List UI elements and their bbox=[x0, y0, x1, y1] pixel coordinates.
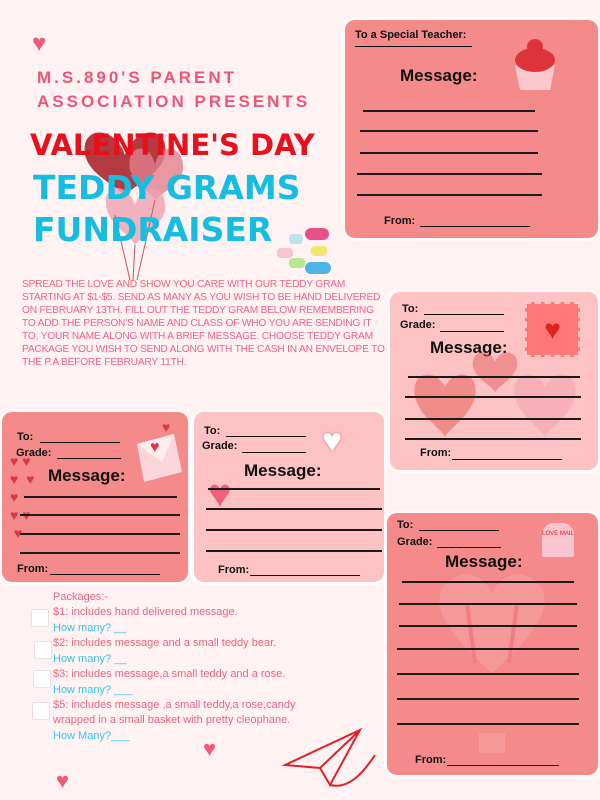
grade-field[interactable] bbox=[437, 547, 501, 548]
package-4-how-many[interactable]: How Many?___ bbox=[53, 730, 130, 742]
teddy-gram-card bbox=[2, 412, 188, 582]
from-field[interactable] bbox=[452, 459, 562, 460]
package-4-desc-2: wrapped in a small basket with pretty cleophane. bbox=[53, 714, 291, 726]
to-field[interactable] bbox=[40, 442, 120, 443]
hanging-hearts-icon: ♥ ♥ ♥ ♥ ♥ ♥ ♥ ♥ bbox=[10, 453, 35, 541]
to-field[interactable] bbox=[424, 314, 504, 315]
message-line[interactable] bbox=[397, 698, 579, 700]
message-line[interactable] bbox=[397, 673, 579, 675]
message-line[interactable] bbox=[206, 529, 382, 531]
envelope-icon bbox=[132, 412, 187, 482]
from-label: From: bbox=[384, 215, 416, 227]
message-label: Message: bbox=[445, 552, 523, 571]
message-line[interactable] bbox=[360, 152, 538, 154]
grade-field[interactable] bbox=[57, 458, 121, 459]
message-label: Message: bbox=[430, 338, 508, 357]
from-label: From: bbox=[218, 564, 250, 576]
grade-field[interactable] bbox=[440, 331, 504, 332]
to-field[interactable] bbox=[226, 436, 306, 437]
message-line[interactable] bbox=[360, 130, 538, 132]
message-line[interactable] bbox=[405, 418, 581, 420]
candy-icon bbox=[275, 222, 340, 277]
to-teacher-label: To a Special Teacher: bbox=[355, 29, 467, 41]
grade-label: Grade: bbox=[202, 440, 238, 452]
header-line-2: ASSOCIATION PRESENTS bbox=[37, 92, 311, 111]
message-line[interactable] bbox=[20, 533, 180, 535]
from-label: From: bbox=[420, 447, 452, 459]
heart-icon: ♥ bbox=[56, 768, 70, 793]
title-valentines-day: VALENTINE'S DAY bbox=[30, 128, 315, 162]
heart-characters-icon bbox=[405, 347, 585, 462]
package-1-how-many[interactable]: How many? __ bbox=[53, 622, 127, 634]
to-label: To: bbox=[397, 519, 414, 531]
svg-text:♥: ♥ bbox=[162, 419, 171, 435]
message-label: Message: bbox=[400, 66, 478, 85]
package-1-checkbox[interactable] bbox=[31, 609, 49, 627]
package-4-desc: $5: includes message ,a small teddy,a rose,candy bbox=[53, 699, 296, 711]
grade-label: Grade: bbox=[397, 536, 433, 548]
package-2-checkbox[interactable] bbox=[34, 641, 52, 659]
to-label: To: bbox=[402, 303, 419, 315]
heart-lock-icon: ♥ bbox=[322, 422, 343, 460]
to-label: To: bbox=[204, 425, 221, 437]
header-line-1: M.S.890'S PARENT bbox=[37, 68, 238, 87]
heart-icon: ♥ bbox=[203, 736, 217, 761]
message-line[interactable] bbox=[405, 396, 581, 398]
paper-plane-icon bbox=[280, 720, 380, 795]
message-line[interactable] bbox=[397, 648, 579, 650]
message-line[interactable] bbox=[408, 376, 580, 378]
grade-field[interactable] bbox=[242, 452, 306, 453]
teddy-gram-card bbox=[194, 412, 384, 582]
message-line[interactable] bbox=[357, 194, 542, 196]
cupcake-icon bbox=[510, 35, 560, 90]
package-3-how-many[interactable]: How many? ___ bbox=[53, 684, 133, 696]
love-mail-icon: LOVE MAIL bbox=[542, 523, 574, 557]
message-line[interactable] bbox=[399, 603, 577, 605]
message-line[interactable] bbox=[399, 625, 577, 627]
message-line[interactable] bbox=[402, 581, 574, 583]
grade-label: Grade: bbox=[400, 319, 436, 331]
message-line[interactable] bbox=[20, 514, 180, 516]
package-2-how-many[interactable]: How many? __ bbox=[53, 653, 127, 665]
intro-text: SPREAD THE LOVE AND SHOW YOU CARE WITH OUR TEDDY GRAM STARTING AT $1-$5. SEND AS MANY AS YOU WISH TO BE HAND DELIVERED ON FEBRUARY 13TH. FILL OUT THE TEDDY GRAM BELOW REMEMBERING TO ADD THE PERSON'S NAME AND CLASS OF WHO YOU ARE SENDING IT TO, YOUR NAME ALONG WITH A BRIEF MESSAGE. CHOOSE TEDDY GRAM PACKAGE YOU WISH TO SEND ALONG WITH THE CASH IN AN ENVELOPE TO THE P.A BEFORE FEBRUARY 11TH. bbox=[22, 279, 385, 368]
to-label: To: bbox=[17, 431, 34, 443]
packages-title: Packages:- bbox=[53, 591, 109, 603]
package-4-checkbox[interactable] bbox=[32, 702, 50, 720]
heart-balloon-icon: ♥ bbox=[208, 472, 232, 516]
from-label: From: bbox=[415, 754, 447, 766]
message-line[interactable] bbox=[20, 552, 180, 554]
teddy-gram-card bbox=[387, 513, 598, 775]
hot-air-balloon-icon bbox=[427, 563, 557, 763]
teddy-gram-card bbox=[390, 292, 598, 470]
message-line[interactable] bbox=[208, 488, 380, 490]
to-teacher-field[interactable] bbox=[355, 46, 472, 47]
from-field[interactable] bbox=[250, 575, 360, 576]
from-field[interactable] bbox=[50, 574, 160, 575]
title-fundraiser: FUNDRAISER bbox=[33, 210, 273, 249]
message-line[interactable] bbox=[206, 550, 382, 552]
message-line[interactable] bbox=[357, 173, 542, 175]
package-2-desc: $2: includes message and a small teddy bear. bbox=[53, 637, 277, 649]
heart-icon: ♥ bbox=[32, 30, 47, 57]
message-label: Message: bbox=[244, 461, 322, 480]
package-3-checkbox[interactable] bbox=[33, 670, 51, 688]
message-line[interactable] bbox=[363, 110, 535, 112]
title-teddy-grams: TEDDY GRAMS bbox=[33, 168, 301, 207]
from-field[interactable] bbox=[420, 226, 530, 227]
teacher-gram-card bbox=[345, 20, 598, 238]
to-field[interactable] bbox=[419, 530, 499, 531]
message-label: Message: bbox=[48, 466, 126, 485]
message-line[interactable] bbox=[206, 508, 382, 510]
heart-stamp-icon: ♥ bbox=[525, 302, 580, 357]
message-line[interactable] bbox=[397, 723, 579, 725]
package-1-desc: $1: includes hand delivered message. bbox=[53, 606, 238, 618]
message-line[interactable] bbox=[24, 496, 177, 498]
from-field[interactable] bbox=[447, 765, 559, 766]
package-3-desc: $3: includes message,a small teddy and a rose. bbox=[53, 668, 286, 680]
grade-label: Grade: bbox=[16, 447, 52, 459]
svg-text:♥: ♥ bbox=[150, 439, 160, 456]
from-label: From: bbox=[17, 563, 49, 575]
message-line[interactable] bbox=[405, 438, 581, 440]
